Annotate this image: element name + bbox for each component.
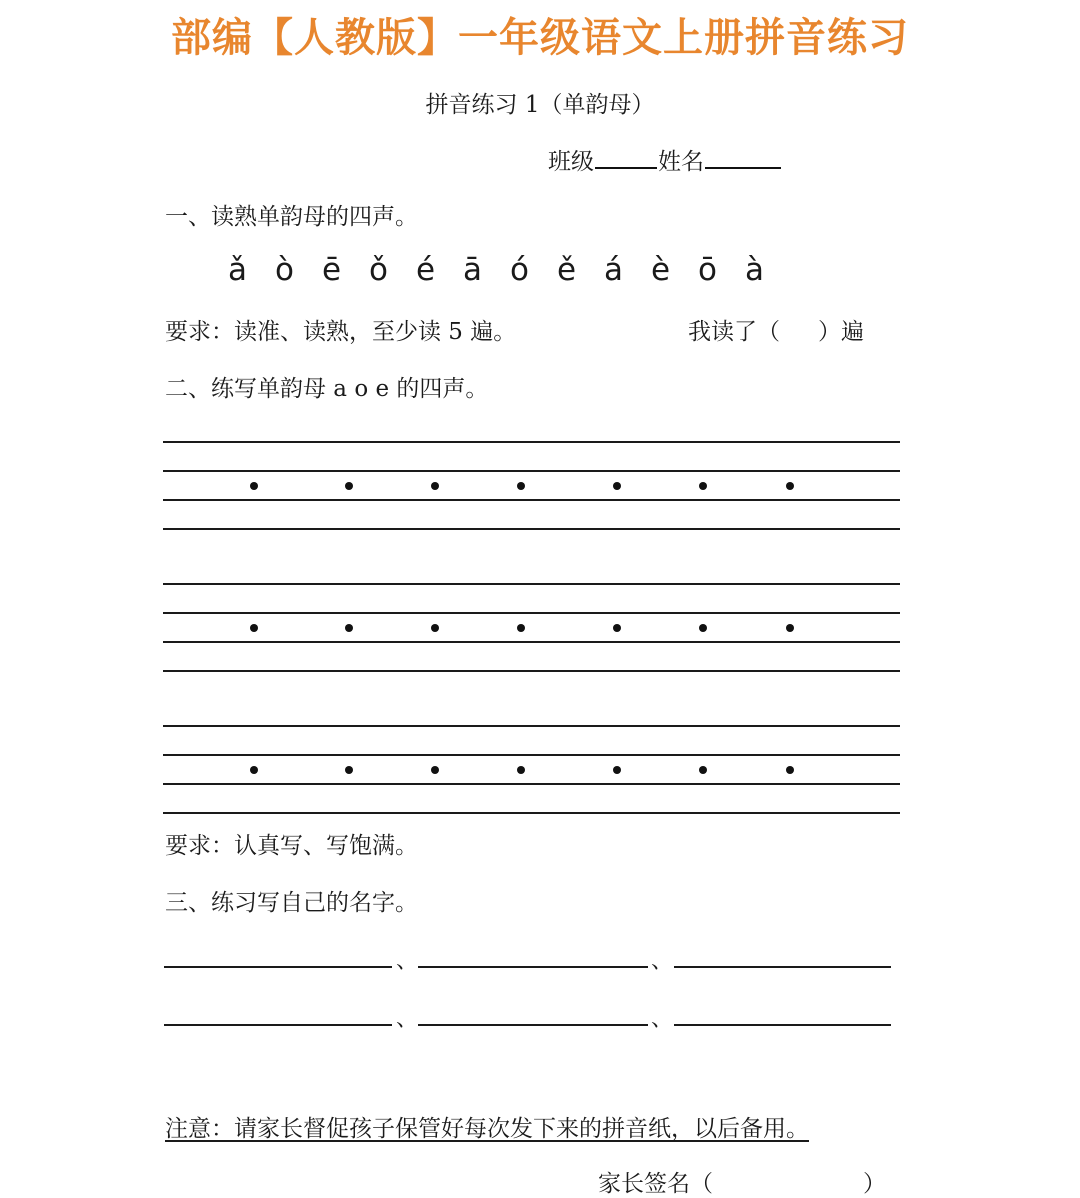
syllable: ò — [275, 252, 294, 288]
parent-signature — [598, 1165, 886, 1198]
parent-signature-close: ） — [863, 1171, 886, 1197]
syllable: ō — [698, 252, 717, 288]
syllable: á — [604, 252, 623, 288]
writing-rule-line — [163, 670, 900, 672]
name-blank[interactable] — [705, 145, 781, 169]
name-blank-line[interactable] — [674, 1024, 891, 1026]
writing-rule-line — [163, 470, 900, 472]
read-count-suffix: ）遍 — [818, 319, 864, 345]
tone-dot — [613, 624, 621, 632]
name-blank-line[interactable] — [164, 1024, 392, 1026]
syllable: ě — [557, 252, 577, 288]
parent-signature-label: 家长签名（ — [598, 1171, 713, 1197]
writing-rule-line — [163, 583, 900, 585]
tone-dot — [786, 766, 794, 774]
class-label: 班级 — [548, 149, 594, 175]
section3-heading: 三、练习写自己的名字。 — [165, 890, 418, 916]
class-blank[interactable] — [595, 145, 657, 169]
tone-dot — [517, 482, 525, 490]
syllable: ó — [510, 252, 529, 288]
section2-requirement: 要求：认真写、写饱满。 — [165, 833, 418, 859]
syllable: è — [651, 252, 671, 288]
read-count-prefix: 我读了（ — [688, 319, 780, 345]
tone-dot — [431, 482, 439, 490]
tone-dot — [699, 766, 707, 774]
syllable: ā — [463, 252, 482, 288]
syllable: à — [745, 252, 764, 288]
writing-rule-line — [163, 441, 900, 443]
syllable: é — [416, 252, 436, 288]
name-label: 姓名 — [658, 149, 704, 175]
name-blank-line[interactable] — [418, 966, 648, 968]
writing-rule-line — [163, 754, 900, 756]
writing-rule-line — [163, 812, 900, 814]
tone-dot — [786, 624, 794, 632]
tone-dot — [250, 766, 258, 774]
read-count-field[interactable] — [688, 313, 864, 346]
writing-rule-line — [163, 528, 900, 530]
tone-dot — [699, 482, 707, 490]
tone-dot — [517, 766, 525, 774]
parent-note: 注意：请家长督促孩子保管好每次发下来的拼音纸，以后备用。 — [165, 1116, 809, 1142]
section2-heading: 二、练写单韵母 a o e 的四声。 — [165, 376, 489, 402]
tone-dot — [517, 624, 525, 632]
name-blank-line[interactable] — [418, 1024, 648, 1026]
tone-dot — [613, 766, 621, 774]
syllable: ǎ — [228, 252, 247, 288]
tone-dot — [345, 766, 353, 774]
tone-dot — [345, 624, 353, 632]
tone-dot — [786, 482, 794, 490]
tone-dot — [613, 482, 621, 490]
tone-dot — [431, 766, 439, 774]
tone-dot — [250, 482, 258, 490]
writing-rule-line — [163, 783, 900, 785]
name-separator: 、 — [651, 1007, 674, 1032]
section1-requirement: 要求：读准、读熟，至少读 5 遍。 — [165, 319, 517, 345]
syllable: ē — [322, 252, 342, 288]
tone-dot — [250, 624, 258, 632]
name-blank-line[interactable] — [164, 966, 392, 968]
writing-rule-line — [163, 612, 900, 614]
tone-dot — [699, 624, 707, 632]
writing-rule-line — [163, 499, 900, 501]
name-separator: 、 — [396, 949, 419, 974]
pinyin-row — [228, 252, 792, 288]
page-title: 部编【人教版】一年级语文上册拼音练习 — [171, 15, 909, 61]
worksheet-subtitle: 拼音练习 1（单韵母） — [425, 92, 655, 118]
tone-dot — [345, 482, 353, 490]
class-name-row — [548, 143, 782, 176]
name-separator: 、 — [651, 949, 674, 974]
section1-heading: 一、读熟单韵母的四声。 — [165, 204, 418, 230]
name-blank-line[interactable] — [674, 966, 891, 968]
syllable: ǒ — [369, 252, 388, 288]
writing-rule-line — [163, 641, 900, 643]
name-separator: 、 — [396, 1007, 419, 1032]
tone-dot — [431, 624, 439, 632]
writing-rule-line — [163, 725, 900, 727]
